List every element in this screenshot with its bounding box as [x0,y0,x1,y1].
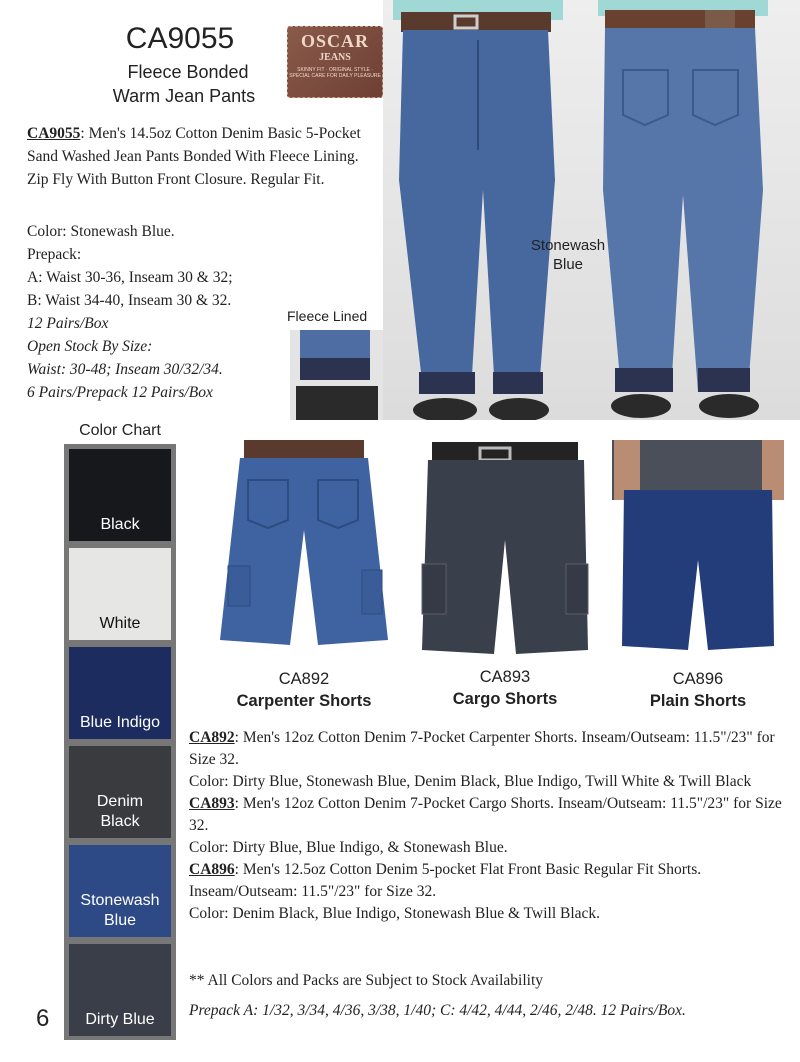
main-product-color: Color: Stonewash Blue. [27,223,175,240]
brand-patch-name: OSCAR [300,31,369,51]
swatch-label: Blue Indigo [79,714,161,731]
desc-text: : Men's 12.5oz Cotton Denim 5-pocket Flat Front Basic Regular Fit Shorts. Inseam/Outseam: 11.5"/23" for Size 32. [189,861,702,900]
brand-leather-patch [287,26,383,98]
stonewash-blue-label [528,236,608,274]
stock-availability-note: ** All Colors and Packs are Subject to Stock Availability [189,972,544,989]
brand-patch-fineprint: SKINNY FIT · ORIGINAL STYLE · SPECIAL CARE FOR DAILY PLEASURE [289,67,381,79]
shorts-plain-photo [612,440,784,662]
swatch-blue-indigo [69,647,171,739]
main-product-text: : Men's 14.5oz Cotton Denim Basic 5-Pocket Sand Washed Jean Pants Bonded With Fleece Lining. Zip Fly With Button Front Closure. Regular Fit. [27,125,361,188]
swatch-label: White [99,615,141,632]
shorts-code: CA896 [672,670,724,688]
prepack-b: B: Waist 34-40, Inseam 30 & 32. [27,292,232,309]
jeans-front-photo [383,0,583,420]
shorts-cargo-photo [420,440,590,662]
desc-ca893 [189,793,789,837]
desc-ca892 [189,727,789,771]
desc-code: CA896 [189,861,235,878]
open-stock-label: Open Stock By Size: [27,338,153,355]
page-number: 6 [36,1005,50,1032]
shorts-label-ca893 [420,666,590,710]
prepack-label: Prepack: [27,246,82,263]
swatch-label: Black [100,516,140,533]
shorts-title: Cargo Shorts [452,690,558,708]
desc-code: CA893 [189,795,235,812]
swatch-label [69,792,171,832]
swatch-label-line2: Black [100,813,140,830]
desc-code: CA892 [189,729,235,746]
shorts-carpenter-photo [218,440,390,662]
swatch-white [69,548,171,640]
swatch-label-line1: Denim [96,793,144,810]
open-stock-sizes: Waist: 30-48; Inseam 30/32/34. [27,361,223,378]
swatch-label-line1: Stonewash [80,892,160,909]
shorts-title: Carpenter Shorts [236,692,372,710]
product-code-title: CA9055 [125,22,235,55]
main-product-code: CA9055 [27,125,81,142]
shorts-code: CA893 [479,668,531,686]
swatch-label: Dirty Blue [85,1011,155,1028]
swatch-denim-black [69,746,171,838]
shorts-descriptions [189,727,789,925]
desc-ca896 [189,859,789,903]
prepack-a: A: Waist 30-36, Inseam 30 & 32; [27,269,233,286]
fleece-lined-inset-photo [290,330,383,420]
stonewash-label-line1: Stonewash [530,237,606,254]
product-subtitle-line2: Warm Jean Pants [112,86,256,106]
product-subtitle-line1: Fleece Bonded [127,62,249,82]
prepack-footer: Prepack A: 1/32, 3/34, 4/36, 3/38, 1/40; C: 4/42, 4/44, 2/46, 2/48. 12 Pairs/Box. [189,1002,686,1019]
brand-patch-sub: JEANS [319,52,351,63]
stonewash-label-line2: Blue [552,256,584,273]
shorts-title: Plain Shorts [649,692,747,710]
shorts-code: CA892 [278,670,330,688]
desc-text: : Men's 12oz Cotton Denim 7-Pocket Carpenter Shorts. Inseam/Outseam: 11.5"/23" for Size 32. [189,729,775,768]
swatch-dirty-blue [69,944,171,1036]
jeans-back-photo [583,0,800,420]
color-chart-title: Color Chart [79,422,161,439]
swatch-stonewash-blue [69,845,171,937]
pairs-per-box: 12 Pairs/Box [27,315,109,332]
shorts-label-ca892 [218,668,390,712]
main-product-description [27,122,367,191]
desc-ca896-color: Color: Denim Black, Blue Indigo, Stonewash Blue & Twill Black. [189,905,601,922]
swatch-label-line2: Blue [103,912,137,929]
open-stock-pack: 6 Pairs/Prepack 12 Pairs/Box [27,384,213,401]
fleece-lined-label: Fleece Lined [287,308,368,324]
swatch-black [69,449,171,541]
shorts-label-ca896 [612,668,784,712]
color-chart [64,444,176,1040]
main-product-details [27,220,317,404]
desc-ca893-color: Color: Dirty Blue, Blue Indigo, & Stonewash Blue. [189,839,508,856]
desc-text: : Men's 12oz Cotton Denim 7-Pocket Cargo Shorts. Inseam/Outseam: 11.5"/23" for Size 32. [189,795,782,834]
swatch-label [69,891,171,931]
desc-ca892-color: Color: Dirty Blue, Stonewash Blue, Denim Black, Blue Indigo, Twill White & Twill Black [189,773,752,790]
